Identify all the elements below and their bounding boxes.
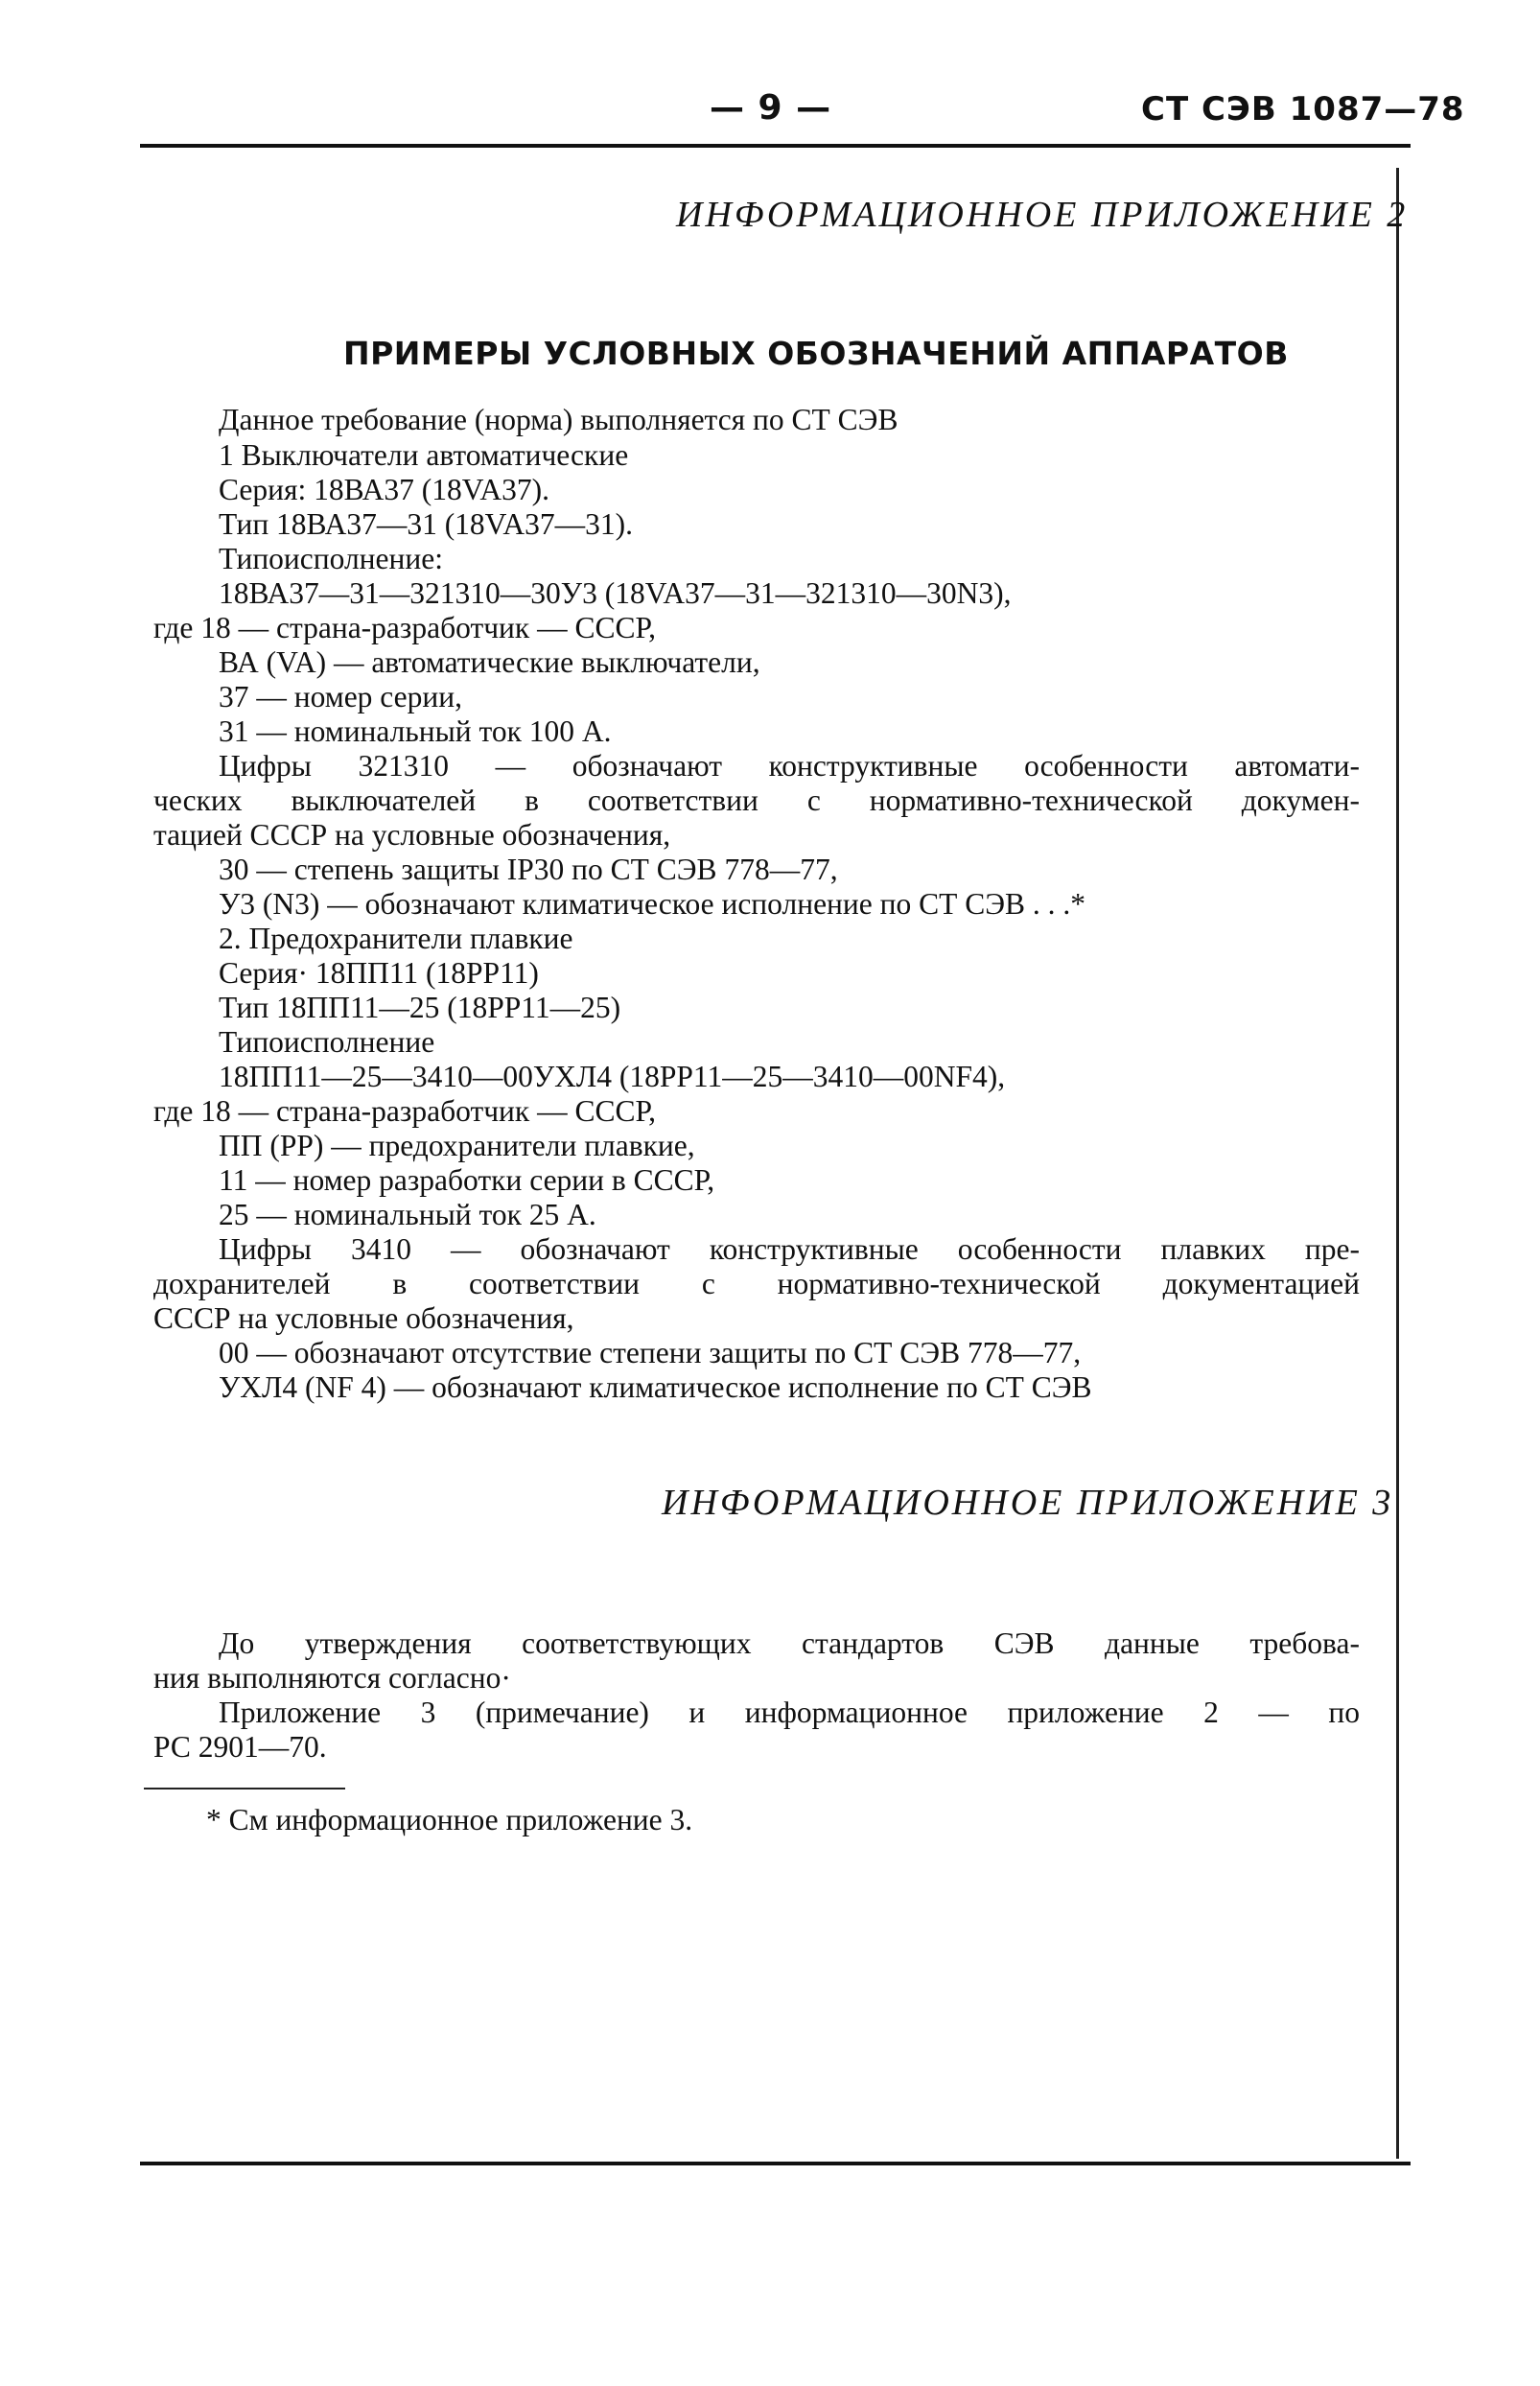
text-line: тацией СССР на условные обозначения,: [153, 818, 671, 852]
text-line: ПП (РР) — предохранители плавкие,: [219, 1129, 695, 1162]
text-line: 18ПП11—25—3410—00УХЛ4 (18РР11—25—3410—00NF4),: [219, 1060, 1006, 1093]
header-rule: [140, 144, 1411, 148]
text-line: ния выполняются согласно·: [153, 1661, 511, 1695]
text-line: У3 (N3) — обозначают климатическое исполнение по СТ СЭВ . . .*: [219, 887, 1086, 921]
page-number: — 9 —: [710, 88, 832, 128]
text-line: Тип 18ВА37—31 (18VA37—31).: [219, 507, 633, 541]
text-line: 1 Выключатели автоматические: [219, 438, 629, 472]
text-line: дохранителей в соответствии с нормативно-технической документацией: [153, 1267, 1360, 1300]
text-line: ВА (VA) — автоматические выключатели,: [219, 645, 760, 679]
text-line: 30 — степень защиты IP30 по СТ СЭВ 778—77,: [219, 853, 838, 886]
text-line: Тип 18ПП11—25 (18РР11—25): [219, 991, 621, 1024]
text-line: 25 — номинальный ток 25 А.: [219, 1198, 596, 1231]
text-line: 2. Предохранители плавкие: [219, 922, 573, 955]
text-line: Типоисполнение: [219, 1025, 435, 1059]
text-line: 37 — номер серии,: [219, 680, 462, 713]
text-line: ческих выключателей в соответствии с нормативно-технической докумен-: [153, 784, 1360, 817]
text-line: 31 — номинальный ток 100 А.: [219, 714, 612, 748]
text-line: где 18 — страна-разработчик — СССР,: [153, 1094, 656, 1128]
text-line: 00 — обозначают отсутствие степени защиты по СТ СЭВ 778—77,: [219, 1336, 1082, 1369]
text-line: РС 2901—70.: [153, 1730, 327, 1764]
right-margin-line: [1396, 168, 1399, 2159]
appendix-3-heading: ИНФОРМАЦИОННОЕ ПРИЛОЖЕНИЕ 3: [662, 1483, 1394, 1523]
text-line: СССР на условные обозначения,: [153, 1301, 574, 1335]
footnote: * См информационное приложение 3.: [206, 1803, 693, 1836]
text-line: Данное требование (норма) выполняется по СТ СЭВ: [219, 403, 898, 436]
text-line: Типоисполнение:: [219, 542, 443, 575]
footnote-rule: [144, 1788, 345, 1790]
text-line: Цифры 321310 — обозначают конструктивные особенности автомати-: [219, 749, 1360, 783]
appendix-2-title: ПРИМЕРЫ УСЛОВНЫХ ОБОЗНАЧЕНИЙ АППАРАТОВ: [343, 335, 1289, 372]
text-line: Цифры 3410 — обозначают конструктивные особенности плавких пре-: [219, 1232, 1360, 1266]
text-line: 18ВА37—31—321310—30У3 (18VA37—31—321310—30N3),: [219, 576, 1012, 610]
text-line: Серия· 18ПП11 (18РР11): [219, 956, 539, 990]
text-line: где 18 — страна-разработчик — СССР,: [153, 611, 656, 644]
appendix-2-heading: ИНФОРМАЦИОННОЕ ПРИЛОЖЕНИЕ 2: [676, 195, 1409, 235]
text-line: Приложение 3 (примечание) и информационное приложение 2 — по: [219, 1696, 1360, 1729]
standard-code: СТ СЭВ 1087—78: [1141, 90, 1465, 129]
text-line: Серия: 18ВА37 (18VA37).: [219, 473, 550, 506]
text-line: До утверждения соответствующих стандартов СЭВ данные требова-: [219, 1626, 1360, 1660]
footer-rule: [140, 2162, 1411, 2165]
text-line: 11 — номер разработки серии в СССР,: [219, 1163, 715, 1197]
text-line: УХЛ4 (NF 4) — обозначают климатическое исполнение по СТ СЭВ: [219, 1370, 1092, 1404]
